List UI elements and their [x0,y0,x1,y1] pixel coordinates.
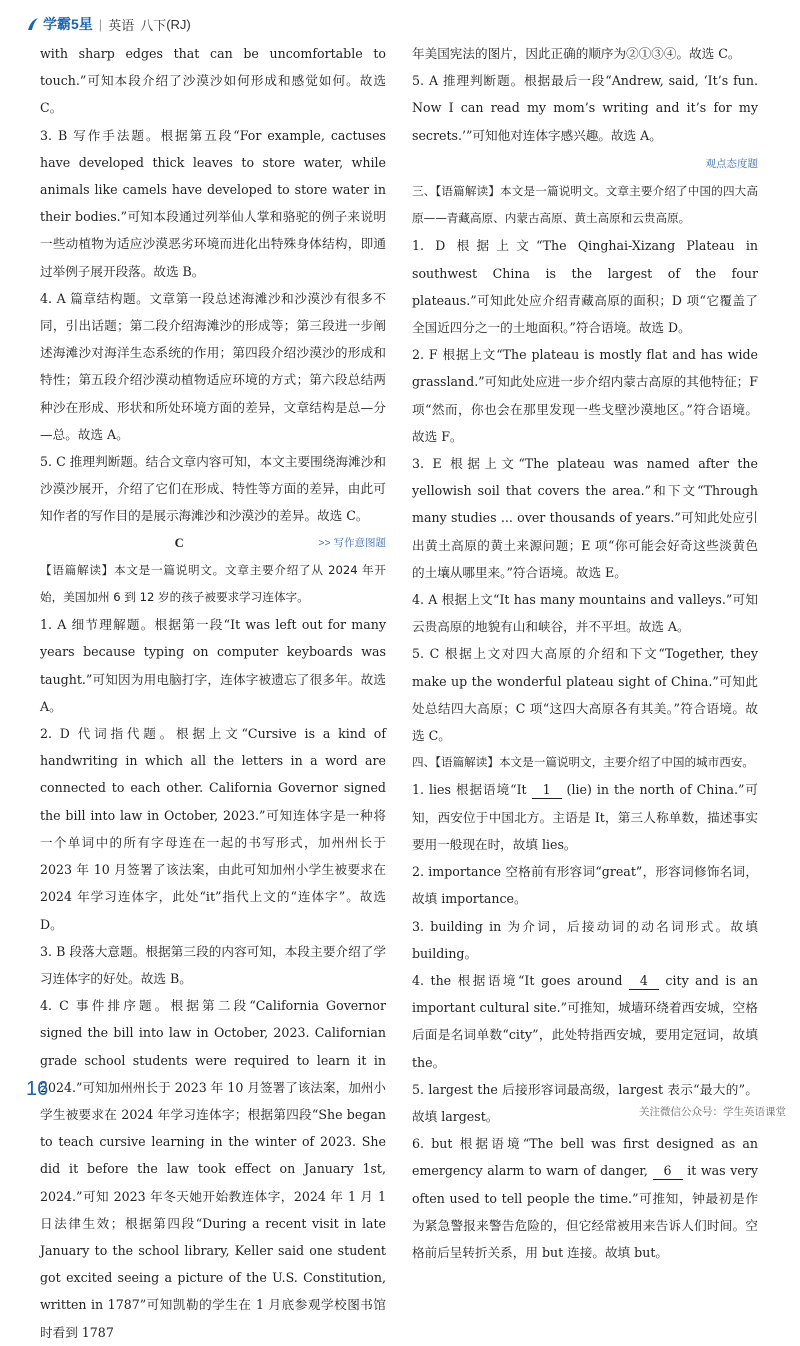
answer-f1 [412,776,758,858]
watermark-text: 关注微信公众号：学生英语课堂 [639,1106,786,1118]
answer-f1-b: (lie) in the north of China.”可知，西安位于中国北方。主语是 It，第三人称单数，描述事实要用一般现在时，故填 lies。 [412,782,758,852]
answer-b5 [40,448,386,549]
answer-c3: 3. B 段落大意题。根据第三段的内容可知，本段主要介绍了学习连体字的好处。故选 B。 [40,943,386,986]
header-edition: (RJ) [166,16,191,32]
discourse-note-4: 四、【语篇解读】本文是一篇说明文，主要介绍了中国的城市西安。 [412,755,755,770]
right-column [412,40,758,1266]
left-continuation: with sharp edges that can be uncomfortable to touch.”可知本段介绍了沙漠沙如何形成和感觉如何。故选 C。 [40,46,386,116]
tag-row [412,149,758,178]
answer-c5: 5. A 推理判断题。根据最后一段“Andrew, said, ‘It’s fun. Now I can read my mom’s writing and it’s for my secrets.’”可知他对连体字感兴趣。故选 A。 [412,73,758,143]
header-subject: 英语 [108,17,135,33]
answer-f1-a: 1. lies 根据语境“It [412,782,527,798]
answer-b3: 3. B 写作手法题。根据第五段“For example, cactuses have developed thick leaves to store water, while animals like camels have developed to store water in their bodies.”可知本段通过列举仙人掌和骆驼的例子来说明一些动植物为适应沙漠恶劣环境而进化出特殊身体结构，即通过举例子展开段落。故选 B。 [40,127,386,279]
answer-p4: 4. A 根据上文“It has many mountains and valleys.”可知云贵高原的地貌有山和峡谷，并不平坦。故选 A。 [412,592,758,635]
header-grade: 八下 [140,17,167,33]
header-separator: | [98,16,103,32]
answer-c4: 4. C 事件排序题。根据第二段“California Governor signed the bill into law in October, 2023. Californian grade school students were required to learn it in 2024.”可知加州州长于 2023 年 10 月签署了该法案，加州小学生被要求在 2024 年学习连体字；根据第四段“She began to teach cursive learning in the winter of 2023. She did it before the law took effect on January 1st, 2024.”可知 2023 年冬天她开始教连体字，2024 年 1 月 1 日法律生效；根据第四段“During a recent visit in late January to the school library, Keller said one student got excited seeing a picture of the U.S. Constitution, written in 1787”可知凯勒的学生在 1 月底参观学校图书馆时看到 1787 [40,998,386,1340]
brand-logo-icon [26,16,40,32]
page-number: 16 [26,1078,49,1100]
answer-b5-text: 5. C 推理判断题。结合文章内容可知，本文主要围绕海滩沙和沙漠沙展开，介绍了它们在形成、特性等方面的差异，由此可知作者的写作目的是展示海滩沙和沙漠沙的差异。故选 C。 [40,454,386,524]
right-continuation: 年美国宪法的图片，因此正确的顺序为②①③④。故选 C。 [412,46,741,61]
opinion-tag: 观点态度题 [705,157,758,170]
answer-b4: 4. A 篇章结构题。文章第一段总述海滩沙和沙漠沙有很多不同，引出话题；第二段介绍海滩沙的形成等；第三段进一步阐述海滩沙对海洋生态系统的作用；第四段介绍沙漠沙的形成和特性；第五段介绍沙漠动植物适应环境的方式；第六段总结两种沙在形成、形状和所处环境方面的差异，文章结构是总—分—总。故选 A。 [40,290,386,442]
blank-4: 4 [629,973,659,990]
answer-p3: 3. E 根据上文“The plateau was named after the yellowish soil that covers the area.”和下文“Through many studies ... over thousands of years.”可知此处应引出黄土高原的黄土来源问题；E 项“你可能会好奇这些淡黄色的土壤从哪里来。”符合语境。故选 E。 [412,456,758,580]
left-column [40,40,386,1346]
answer-f4-b: city and is an important cultural site.”可推知，城墙环绕着西安城，空格后面是名词单数“city”，此处特指西安城，要用定冠词，故填 the。 [412,972,758,1070]
answer-p5: 5. C 根据上文对四大高原的介绍和下文“Together, they make up the wonderful plateau sight of China.”可知此处总结四大高原；C 项“这四大高原各有其美。”符合语境。故选 C。 [412,646,758,744]
answer-f6 [412,1130,758,1266]
section-c-title: C [174,535,184,550]
answer-f5: 5. largest the 后接形容词最高级，largest 表示“最大的”。故填 largest。 [412,1081,758,1124]
discourse-note-c: 【语篇解读】本文是一篇说明文。文章主要介绍了从 2024 年开始，美国加州 6 到 12 岁的孩子被要求学习连体字。 [40,562,386,605]
question-type-tag: >> 写作意图题 [318,536,386,549]
answer-p1: 1. D 根据上文“The Qinghai-Xizang Plateau in southwest China is the largest of the four plateaus.”可知此处应介绍青藏高原的面积；D 项“它覆盖了全国近四分之一的土地面积。”符合语境。故选 D。 [412,238,758,336]
page-header [26,12,396,36]
blank-1: 1 [532,782,562,799]
answer-f6-b: it was very often used to tell people the time.”可推知，钟最初是作为紧急警报来警告危险的，但它经常被用来告诉人们时间。空格前后呈转折关系，用 but 连接。故填 but。 [412,1163,758,1260]
answer-f4 [412,967,758,1076]
discourse-note-3: 三、【语篇解读】本文是一篇说明文。文章主要介绍了中国的四大高原——青藏高原、内蒙古高原、黄土高原和云贵高原。 [412,184,758,226]
blank-6: 6 [653,1163,683,1180]
answer-c2: 2. D 代词指代题。根据上文“Cursive is a kind of handwriting in which all the letters in a word are connected to each other. California Governor signed the bill into law in October, 2023.”可知连体字是一种将一个单词中的所有字母连在一起的书写形式，加州州长于 2023 年 10 月签署了该法案，由此可知加州小学生被要求在 2024 年学习连体字，此处“it”指代上文的“连体字”。故选 D。 [40,726,386,932]
answer-f4-a: 4. the 根据语境“It goes around [412,972,623,988]
brand-name: 学霸5星 [43,16,93,32]
answer-f3: 3. building in 为介词，后接动词的动名词形式。故填 building。 [412,918,758,961]
answer-c1: 1. A 细节理解题。根据第一段“It was left out for many years because typing on computer keyboards was taught.”可知因为用电脑打字，连体字被遗忘了很多年。故选 A。 [40,617,386,714]
answer-f6-a: 6. but 根据语境“The bell was first designed as an emergency alarm to warn of danger, [412,1136,758,1179]
answer-p2: 2. F 根据上文“The plateau is mostly flat and has wide grassland.”可知此处应进一步介绍内蒙古高原的其他特征；F 项“然而，你也会在那里发现一些戈壁沙漠地区。”符合语境。故选 F。 [412,347,758,444]
answer-f2: 2. importance 空格前有形容词“great”，形容词修饰名词，故填 importance。 [412,864,758,907]
